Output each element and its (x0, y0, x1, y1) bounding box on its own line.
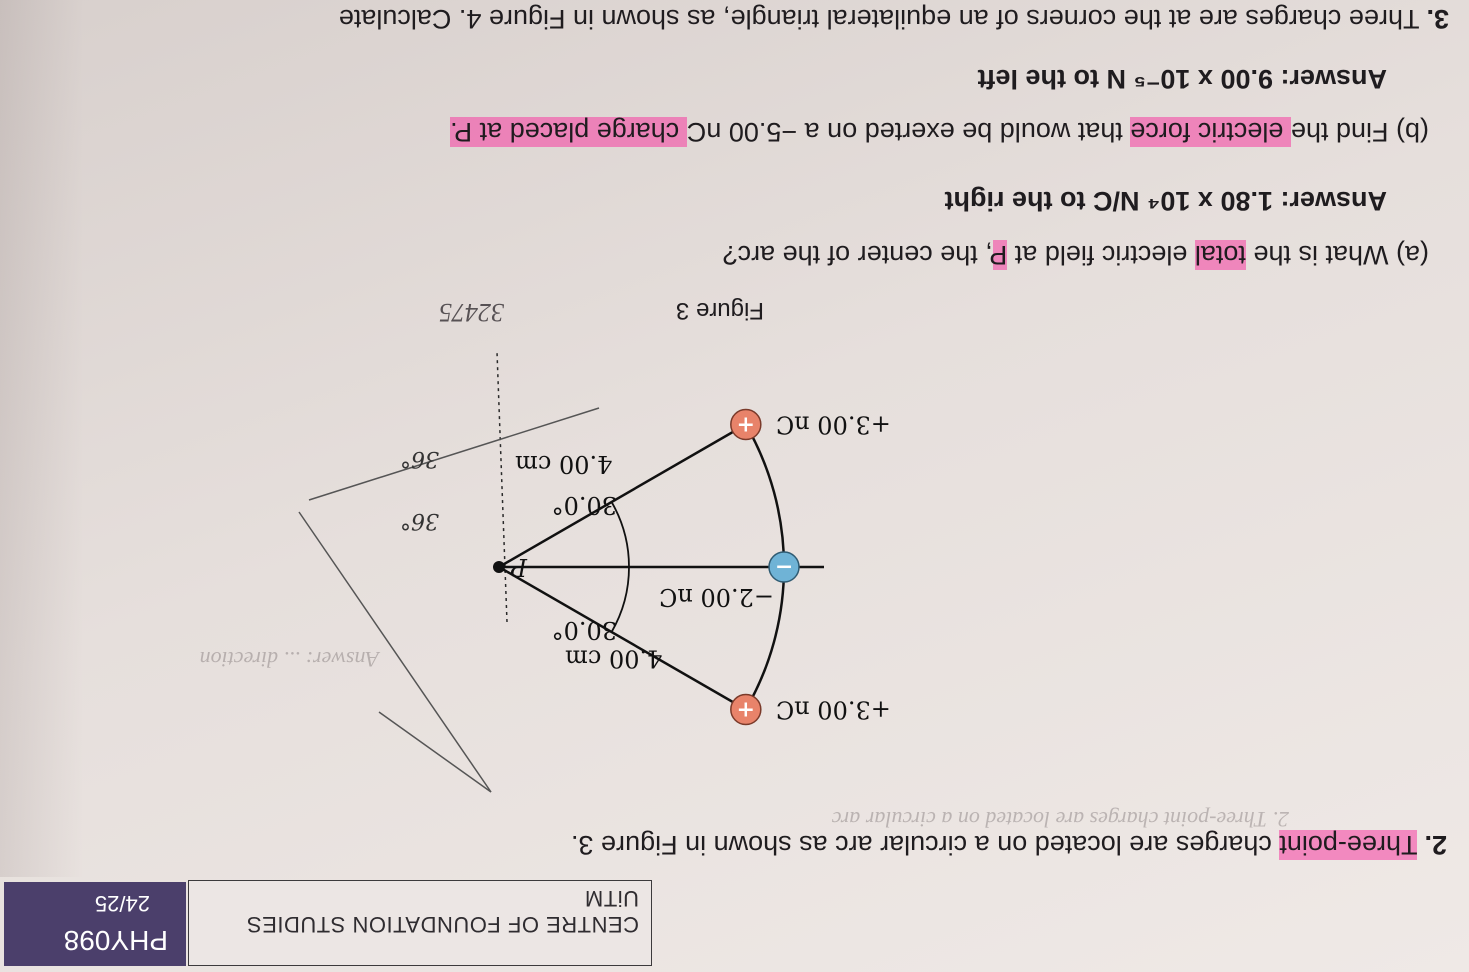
question3-body: Three charges are at the corners of an equilateral triangle, as shown in Figure 4. Calculate (338, 4, 1420, 34)
figure3-diagram (99, 292, 999, 812)
part-b-highlight-p: charge placed at P. (450, 117, 687, 147)
header-box (188, 880, 652, 966)
part-a-rest: , the center of the arc? (722, 240, 993, 270)
header-centre-name: CENTRE OF FOUNDATION STUDIES UiTM (246, 886, 639, 937)
question2-part-b (450, 116, 1429, 147)
part-a-label: (a) What is the (1253, 240, 1429, 270)
part-b-label: (b) Find the (1290, 117, 1429, 147)
part-a-answer: Answer: 1.80 x 10⁴ N/C to the right (944, 186, 1387, 216)
part-a-mid: electric field at (1007, 240, 1195, 270)
question3-text (339, 3, 1449, 34)
plus-icon: + (736, 696, 756, 723)
bottom-distance-label: 4.00 cm (515, 449, 613, 478)
question2-intro-rest: charges are located on a circular arc as shown in Figure 3. (571, 830, 1280, 860)
point-p-marker (493, 561, 505, 573)
part-b-highlight-force: electric force (1130, 117, 1291, 147)
middle-charge-label: −2.00 nC (659, 583, 774, 611)
charge-bottom-positive (731, 410, 761, 440)
handwritten-note: 32475 (439, 298, 504, 327)
page-margin-shadow (0, 0, 84, 877)
pencil-arrow-line-top (379, 712, 491, 792)
handwritten-angle-note-2: 36° (400, 446, 439, 471)
bleed-through-text-2: Answer: ... direction (199, 647, 379, 672)
charge-middle-negative (769, 552, 799, 582)
lower-angle-label: 30.0° (551, 491, 617, 519)
part-a-highlight-p: P (992, 240, 1008, 270)
bottom-charge-label: +3.00 nC (775, 410, 891, 439)
pencil-vertical-line (497, 352, 507, 622)
question3-number: 3. (1426, 4, 1449, 34)
upper-angle-label: 30.0° (551, 616, 617, 644)
question2-intro-highlight: Three-point (1279, 830, 1418, 860)
minus-icon: − (774, 554, 794, 580)
top-charge-label: +3.00 nC (775, 695, 891, 724)
point-p-label: P (510, 553, 527, 581)
top-distance-label: 4.00 cm (565, 644, 663, 673)
part-b-mid: that would be exerted on a −5.00 nC (686, 117, 1131, 147)
header-page-number: 24/25 (94, 891, 150, 916)
handwritten-angle-note-1: 36° (400, 508, 439, 533)
question2-intro (571, 829, 1447, 860)
header-course-code: PHY098 (63, 925, 168, 956)
part-a-highlight-total: total (1194, 240, 1246, 270)
header-course-block (4, 882, 186, 966)
distance-line-bottom (499, 425, 746, 568)
bleed-through-text-1: 2. Three-point charges are located on a circular arc (831, 807, 1289, 832)
charge-top-positive (731, 695, 761, 725)
plus-icon: + (736, 411, 756, 438)
part-b-answer: Answer: 9.00 x 10⁻⁵ N to the left (977, 64, 1387, 94)
figure3-caption: Figure 3 (675, 297, 764, 324)
question2-part-a (723, 239, 1429, 270)
question2-number: 2. (1424, 830, 1447, 860)
